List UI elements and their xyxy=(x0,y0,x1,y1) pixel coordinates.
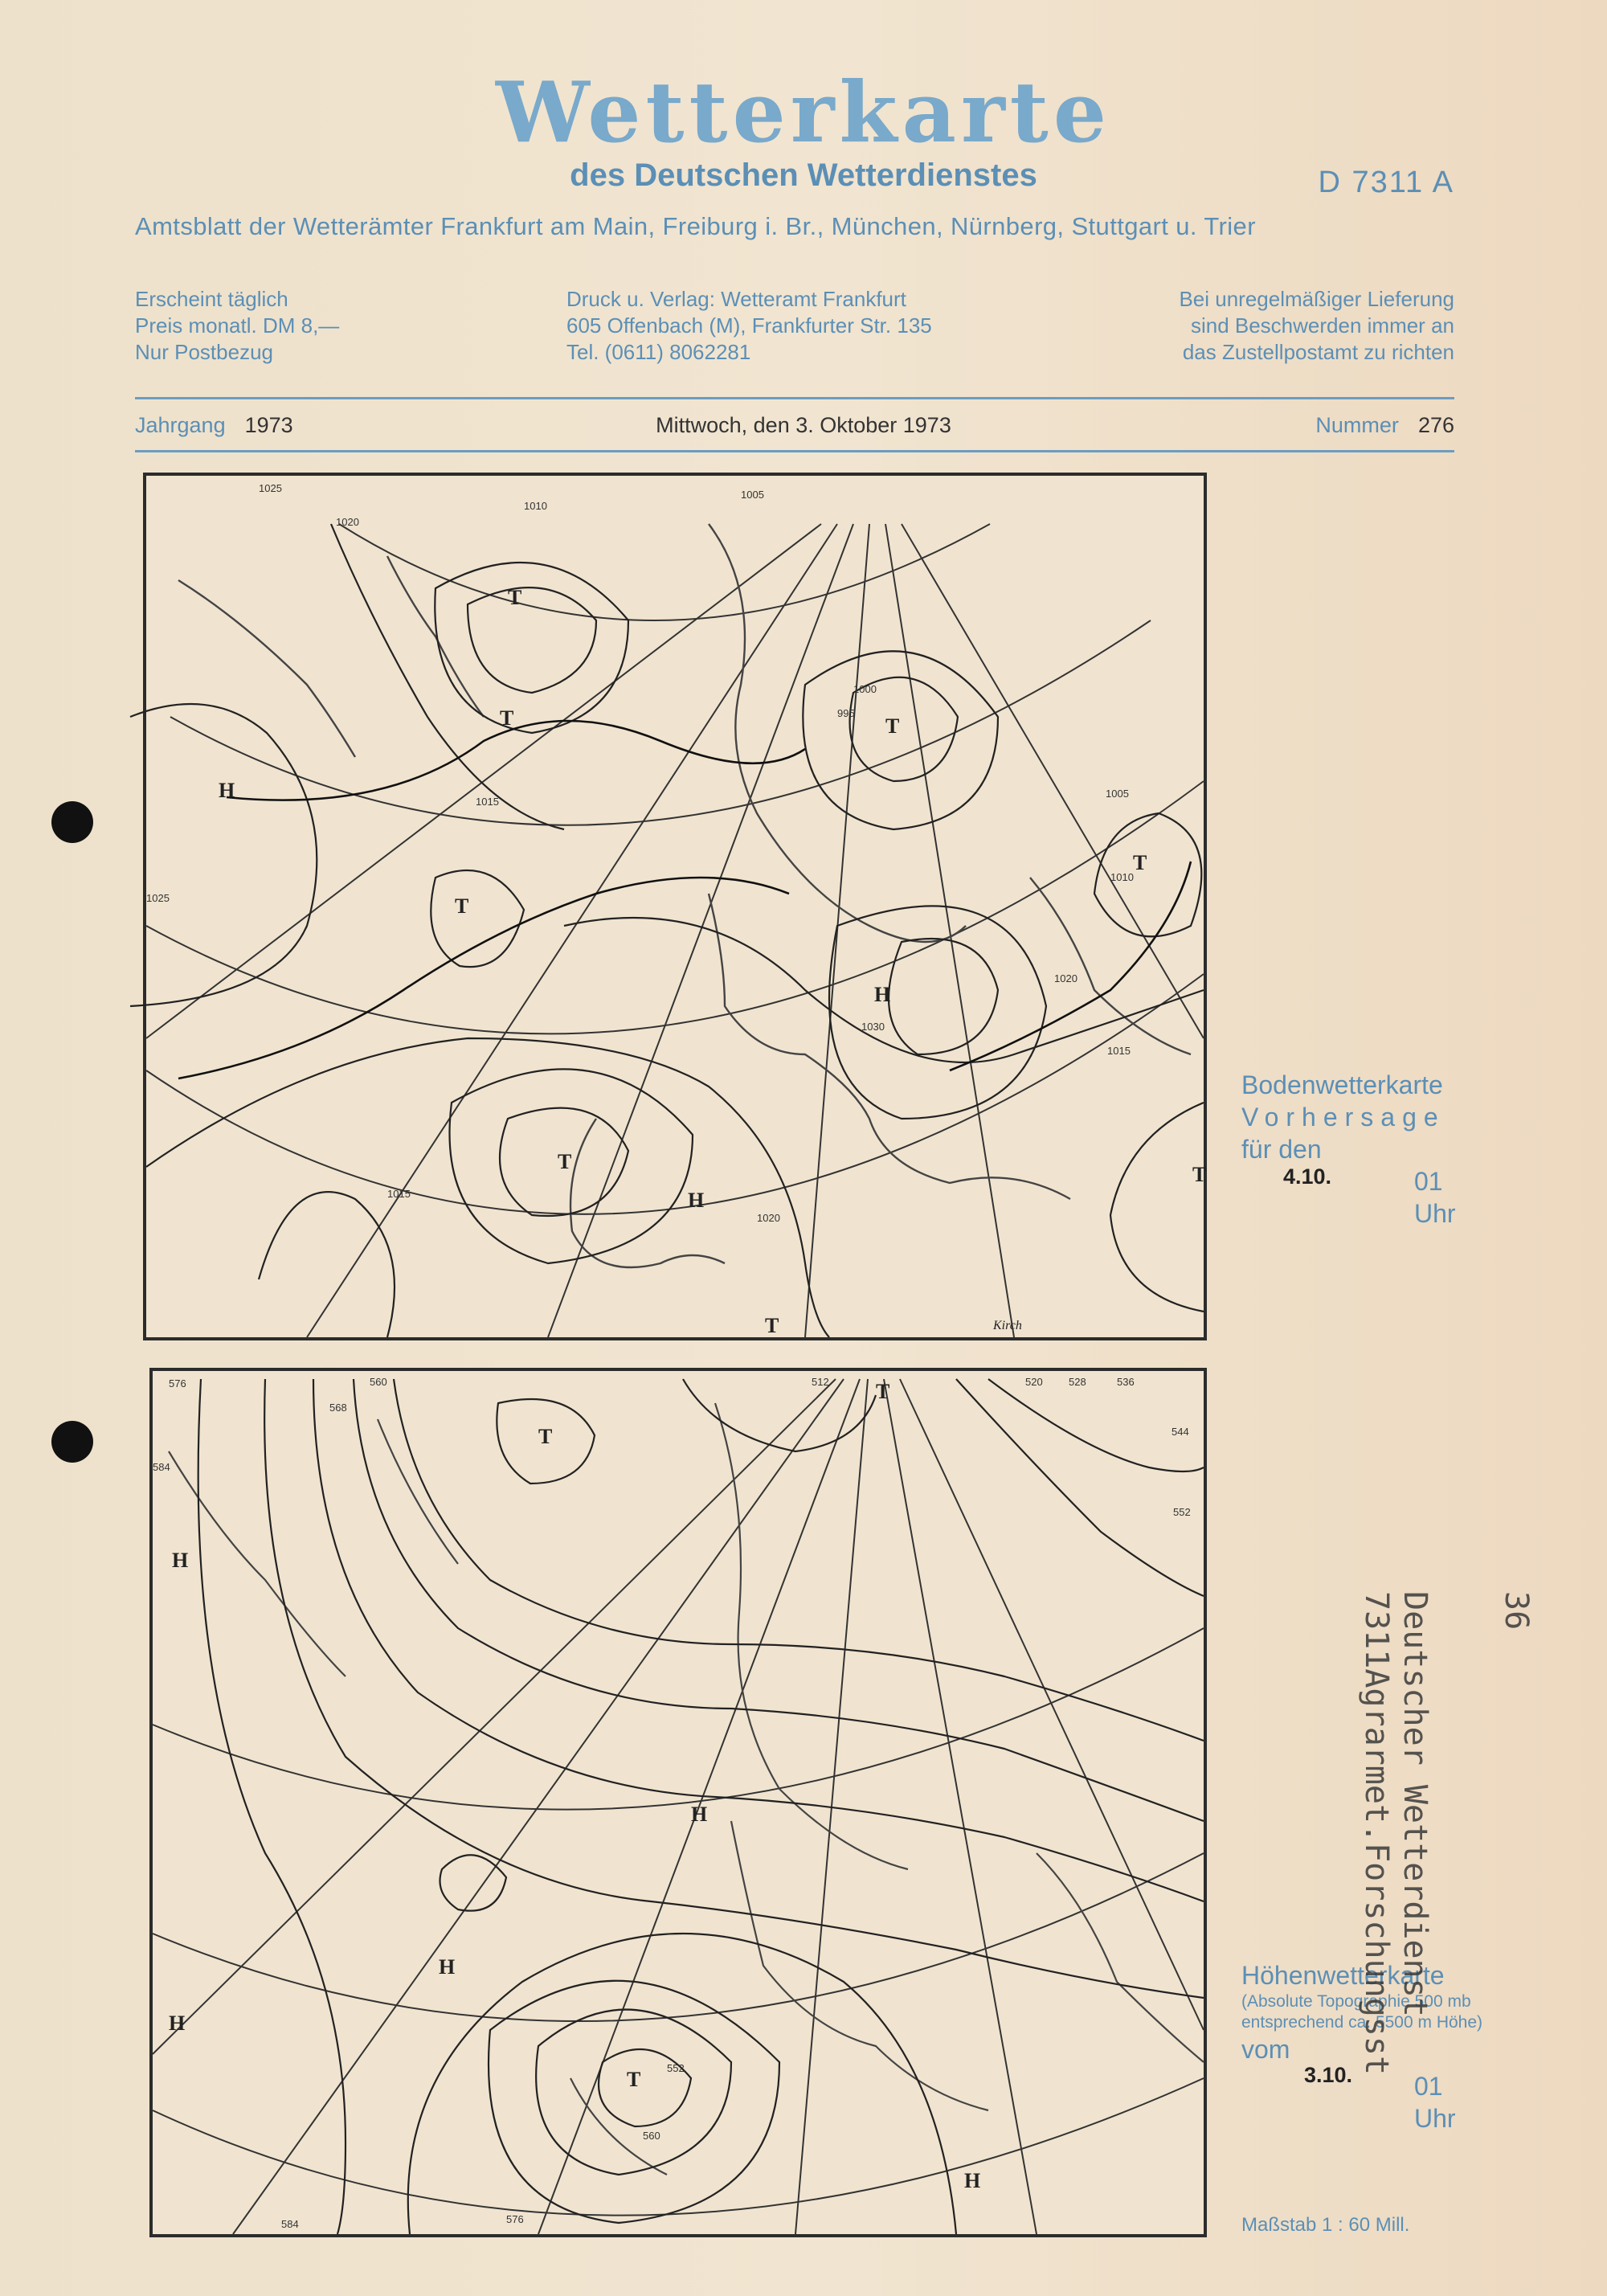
surface-caption-title: Bodenwetterkarte xyxy=(1241,1070,1443,1099)
meridian-line xyxy=(146,524,821,1038)
coastline xyxy=(1030,878,1191,1054)
info-line: Bei unregelmäßiger Lieferung xyxy=(1179,287,1454,311)
isobar-labels xyxy=(146,482,1134,1224)
high-pressure-symbol: H xyxy=(172,1549,189,1572)
contour-label: 584 xyxy=(281,2218,299,2230)
jahrgang-value: 1973 xyxy=(244,413,293,437)
jahrgang-label: Jahrgang xyxy=(135,413,226,437)
weather-front xyxy=(178,878,789,1078)
isobar-label: 1005 xyxy=(1106,788,1129,800)
contour-label: 528 xyxy=(1069,1376,1086,1388)
isobar-label: 1025 xyxy=(146,892,170,904)
isobar-label: 1030 xyxy=(861,1021,885,1033)
low-pressure-symbol: T xyxy=(1133,851,1147,874)
upper-time: 01 Uhr xyxy=(1414,2072,1456,2133)
contour-label: 560 xyxy=(370,1376,387,1388)
map-scale: Maßstab 1 : 60 Mill. xyxy=(1241,2214,1410,2236)
info-line: 605 Offenbach (M), Frankfurter Str. 135 xyxy=(566,313,932,338)
height-contour xyxy=(198,1379,346,2234)
latitude-arc xyxy=(153,2078,1204,2216)
isobar-label: 1015 xyxy=(1107,1045,1131,1057)
meridian-line xyxy=(548,524,853,1337)
contour-label: 552 xyxy=(1173,1506,1191,1518)
low-pressure-symbol: T xyxy=(627,2068,641,2091)
surface-caption-sub: Vorhersage xyxy=(1241,1103,1445,1132)
high-pressure-symbol: H xyxy=(439,1955,456,1979)
low-pressure-symbol: T xyxy=(558,1150,572,1173)
isobar-label: 1010 xyxy=(524,500,547,512)
isobar xyxy=(431,870,524,967)
isobar-label: 1020 xyxy=(336,516,359,528)
low-pressure-symbol: T xyxy=(1192,1163,1207,1186)
high-pressure-symbol: H xyxy=(688,1189,705,1212)
info-left xyxy=(135,286,339,366)
height-contour xyxy=(264,1379,1204,1998)
stamp-number: 36 xyxy=(1498,1591,1535,1631)
upper-caption-line1: (Absolute Topographie 500 mb xyxy=(1241,1992,1471,2011)
isobar xyxy=(331,524,564,829)
weather-front xyxy=(227,721,805,800)
low-pressure-symbol: T xyxy=(508,586,522,609)
upper-caption-title: Höhenwetterkarte xyxy=(1241,1961,1445,1990)
contour-label: 568 xyxy=(329,1402,347,1414)
info-right xyxy=(1179,286,1454,366)
surface-weather-map xyxy=(143,473,1207,1340)
high-pressure-symbol: H xyxy=(874,983,891,1006)
weather-front xyxy=(950,862,1191,1070)
nummer xyxy=(1315,413,1454,438)
isobar xyxy=(829,906,1046,1119)
surface-date: 4.10. xyxy=(1283,1164,1332,1189)
issue-date: Mittwoch, den 3. Oktober 1973 xyxy=(656,413,951,437)
height-contour xyxy=(440,1855,507,1910)
isobar-label: 1025 xyxy=(259,482,282,494)
coastline xyxy=(178,524,966,942)
meridian-line xyxy=(902,524,1204,1038)
height-contour xyxy=(489,1981,779,2223)
nummer-label: Nummer xyxy=(1315,413,1399,437)
low-pressure-symbol: T xyxy=(538,1425,553,1448)
contour-label: 512 xyxy=(812,1376,829,1388)
isobar xyxy=(468,587,596,693)
isobar-label: 1015 xyxy=(476,796,499,808)
isobar-label: 1005 xyxy=(741,489,764,501)
high-pressure-symbol: H xyxy=(964,2169,981,2192)
nummer-value: 276 xyxy=(1417,413,1454,437)
masthead-subtitle: des Deutschen Wetterdienstes xyxy=(570,158,1037,193)
contour-label: 560 xyxy=(643,2130,660,2142)
meridian-line xyxy=(885,524,1014,1337)
upper-caption-line2: entsprechend ca. 5500 m Höhe) xyxy=(1241,2013,1483,2032)
height-contour xyxy=(536,2010,731,2175)
contour-label: 544 xyxy=(1172,1426,1189,1438)
low-pressure-symbol: T xyxy=(876,1380,890,1403)
divider-bottom xyxy=(135,450,1454,452)
info-line: das Zustellpostamt zu richten xyxy=(1182,340,1454,364)
pressure-symbols xyxy=(219,586,1206,1337)
divider-top xyxy=(135,397,1454,399)
info-line: Tel. (0611) 8062281 xyxy=(566,340,751,364)
info-line: Druck u. Verlag: Wetteramt Frankfurt xyxy=(566,287,906,311)
amtsblatt-line: Amtsblatt der Wetterämter Frankfurt am Main, Freiburg i. Br., München, Nürnberg, Stuttgart u. Trier xyxy=(135,212,1256,240)
isobar-label: 1000 xyxy=(853,683,877,695)
info-mid xyxy=(566,286,932,366)
upper-caption-vom: vom xyxy=(1241,2035,1290,2064)
latitude-arc xyxy=(153,1628,1204,1810)
upper-date: 3.10. xyxy=(1304,2063,1353,2087)
isobar-label: 1020 xyxy=(757,1212,780,1224)
isobar-label: 1015 xyxy=(387,1188,411,1200)
contour-label: 576 xyxy=(169,1377,186,1389)
surface-map-drawing xyxy=(146,476,1207,1337)
surface-time: 01 Uhr xyxy=(1414,1167,1456,1228)
stamp-line: 7311Agrarmet.Forschungsst xyxy=(1358,1591,1395,2076)
latitude-arc xyxy=(153,1853,1204,2021)
contour-labels xyxy=(153,1376,1191,2230)
latitude-arc xyxy=(146,781,1204,1033)
low-pressure-symbol: T xyxy=(765,1314,779,1337)
masthead-title: Wetterkarte xyxy=(496,63,1111,162)
height-contour xyxy=(394,1379,1204,1741)
isobar xyxy=(1110,1103,1207,1312)
high-pressure-symbol: H xyxy=(169,2012,186,2035)
isobar xyxy=(259,1192,395,1337)
isobar-label: 1010 xyxy=(1110,871,1134,883)
coastline xyxy=(169,1403,908,1869)
high-pressure-symbol: H xyxy=(691,1803,708,1826)
meridian-line xyxy=(900,1379,1204,2030)
upper-air-weather-map xyxy=(149,1368,1207,2237)
contour-label: 584 xyxy=(153,1461,170,1473)
cartographer-signature: Kirch xyxy=(993,1319,1022,1332)
low-pressure-symbol: T xyxy=(885,714,900,738)
low-pressure-symbol: T xyxy=(455,894,469,918)
coastline xyxy=(570,1853,1204,2175)
surface-caption-for: für den xyxy=(1241,1135,1322,1164)
contour-label: 536 xyxy=(1117,1376,1135,1388)
height-contour xyxy=(354,1379,1204,1821)
high-pressure-symbol: H xyxy=(219,779,235,802)
punch-hole xyxy=(51,801,93,843)
height-contour xyxy=(956,1379,1204,1596)
contour-label: 552 xyxy=(667,2062,685,2074)
punch-hole xyxy=(51,1421,93,1463)
library-stamp xyxy=(1357,1591,1434,2075)
upper-map-drawing xyxy=(153,1371,1204,2234)
publication-code: D 7311 A xyxy=(1318,166,1454,199)
stamp-line: Deutscher Wetterdienst xyxy=(1396,1591,1433,2017)
pressure-symbols xyxy=(169,1380,980,2192)
isobar-label: 1020 xyxy=(1054,972,1077,984)
info-line: Nur Postbezug xyxy=(135,340,273,364)
coastline xyxy=(731,1821,988,2110)
height-contour xyxy=(599,2049,691,2126)
info-line: sind Beschwerden immer an xyxy=(1190,313,1454,338)
info-line: Preis monatl. DM 8,— xyxy=(135,313,340,338)
meridian-line xyxy=(805,524,869,1337)
low-pressure-symbol: T xyxy=(500,706,514,730)
contour-label: 576 xyxy=(506,2213,524,2225)
info-line: Erscheint täglich xyxy=(135,287,288,311)
surface-map-caption xyxy=(1241,1069,1456,1228)
height-contour xyxy=(313,1379,1204,1901)
isobar-label: 995 xyxy=(837,707,855,719)
contour-label: 520 xyxy=(1025,1376,1043,1388)
isobar xyxy=(146,1038,829,1337)
isobar xyxy=(130,704,317,1006)
